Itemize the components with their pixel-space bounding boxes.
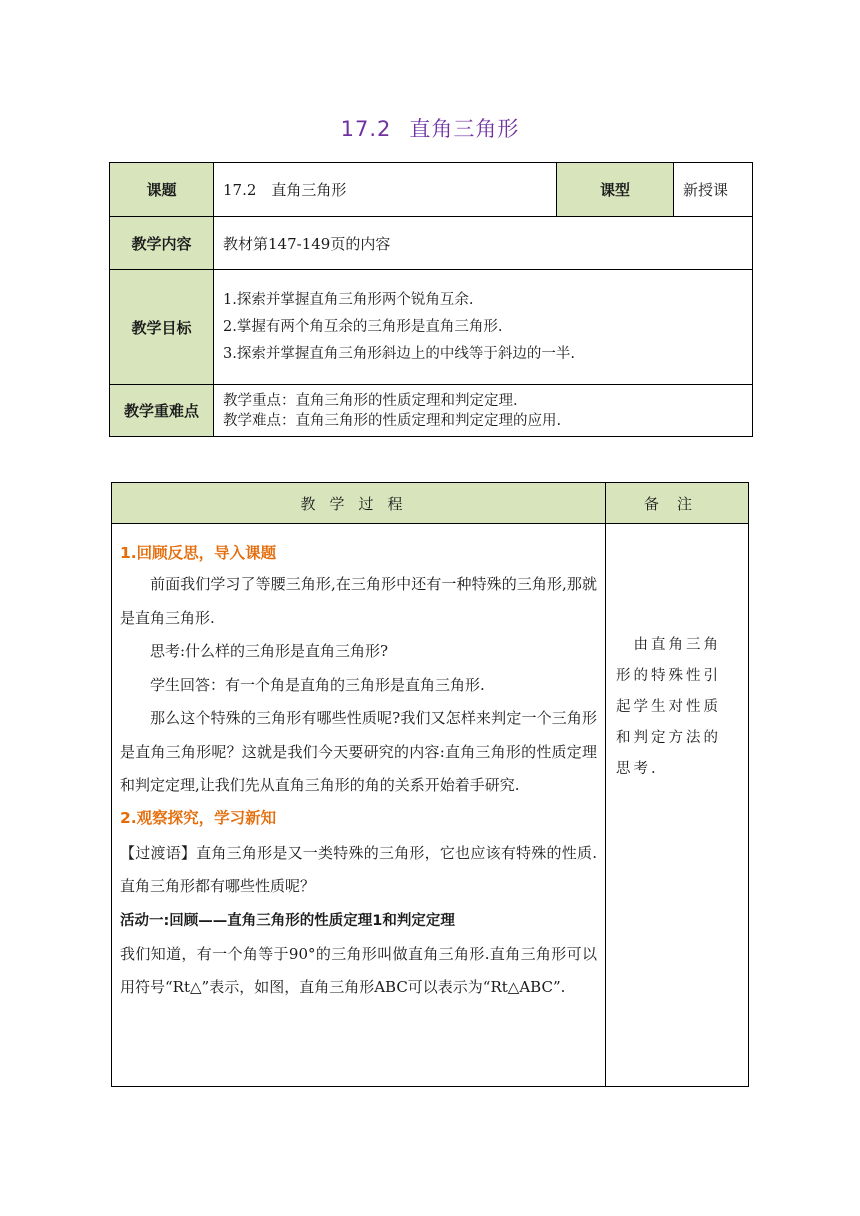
goals-label: 教学目标 — [110, 270, 214, 385]
process-body-row — [112, 524, 749, 1087]
type-value: 新授课 — [674, 163, 753, 217]
page-title — [0, 113, 860, 143]
process-header: 教学过程 — [112, 483, 606, 524]
goals-list — [214, 270, 753, 385]
goal-item: 2.掌握有两个角互余的三角形是直角三角形. — [223, 318, 503, 335]
topic-value: 17.2 直角三角形 — [214, 163, 557, 217]
focus-row — [110, 385, 753, 437]
process-header-row — [112, 483, 749, 524]
content-label: 教学内容 — [110, 217, 214, 270]
key-point: 教学重点：直角三角形的性质定理和判定定理. — [223, 392, 518, 409]
notes-header: 备注 — [606, 483, 749, 524]
teaching-process-table — [111, 482, 749, 1087]
title-text: 直角三角形 — [409, 117, 520, 141]
paragraph: 前面我们学习了等腰三角形,在三角形中还有一种特殊的三角形,那就是直角三角形. — [120, 575, 597, 627]
title-number: 17.2 — [340, 117, 392, 141]
paragraph: 学生回答：有一个角是直角的三角形是直角三角形. — [150, 675, 485, 694]
difficult-point: 教学难点：直角三角形的性质定理和判定定理的应用. — [223, 412, 562, 429]
activity-1-title: 活动一:回顾——直角三角形的性质定理1和判定定理 — [120, 912, 455, 929]
activity-1-text: 我们知道，有一个角等于90°的三角形叫做直角三角形.直角三角形可以用符号“Rt△”表示，如图，直角三角形ABC可以表示为“Rt△ABC”. — [120, 944, 597, 996]
focus-list — [214, 385, 753, 437]
topic-row — [110, 163, 753, 217]
process-content — [112, 524, 606, 1087]
section-2-title: 2.观察探究，学习新知 — [120, 808, 277, 827]
goals-row — [110, 270, 753, 385]
section-1-title: 1.回顾反思，导入课题 — [120, 544, 277, 562]
paragraph: 思考:什么样的三角形是直角三角形? — [150, 642, 389, 660]
paragraph: 那么这个特殊的三角形有哪些性质呢?我们又怎样来判定一个三角形是直角三角形呢？这就是我们今天要研究的内容:直角三角形的性质定理和判定定理,让我们先从直角三角形的角的关系开始着手研究. — [120, 709, 597, 794]
focus-label: 教学重难点 — [110, 385, 214, 437]
type-label: 课型 — [557, 163, 674, 217]
content-value: 教材第147-149页的内容 — [214, 217, 753, 270]
goal-item: 1.探索并掌握直角三角形两个锐角互余. — [223, 291, 474, 308]
topic-label: 课题 — [110, 163, 214, 217]
notes-content: 由直角三角形的特殊性引起学生对性质和判定方法的思考. — [606, 524, 749, 1087]
transition-paragraph: 【过渡语】直角三角形是又一类特殊的三角形，它也应该有特殊的性质.直角三角形都有哪些性质呢？ — [120, 843, 597, 895]
content-row — [110, 217, 753, 270]
lesson-info-table — [109, 162, 753, 437]
goal-item: 3.探索并掌握直角三角形斜边上的中线等于斜边的一半. — [223, 345, 575, 362]
